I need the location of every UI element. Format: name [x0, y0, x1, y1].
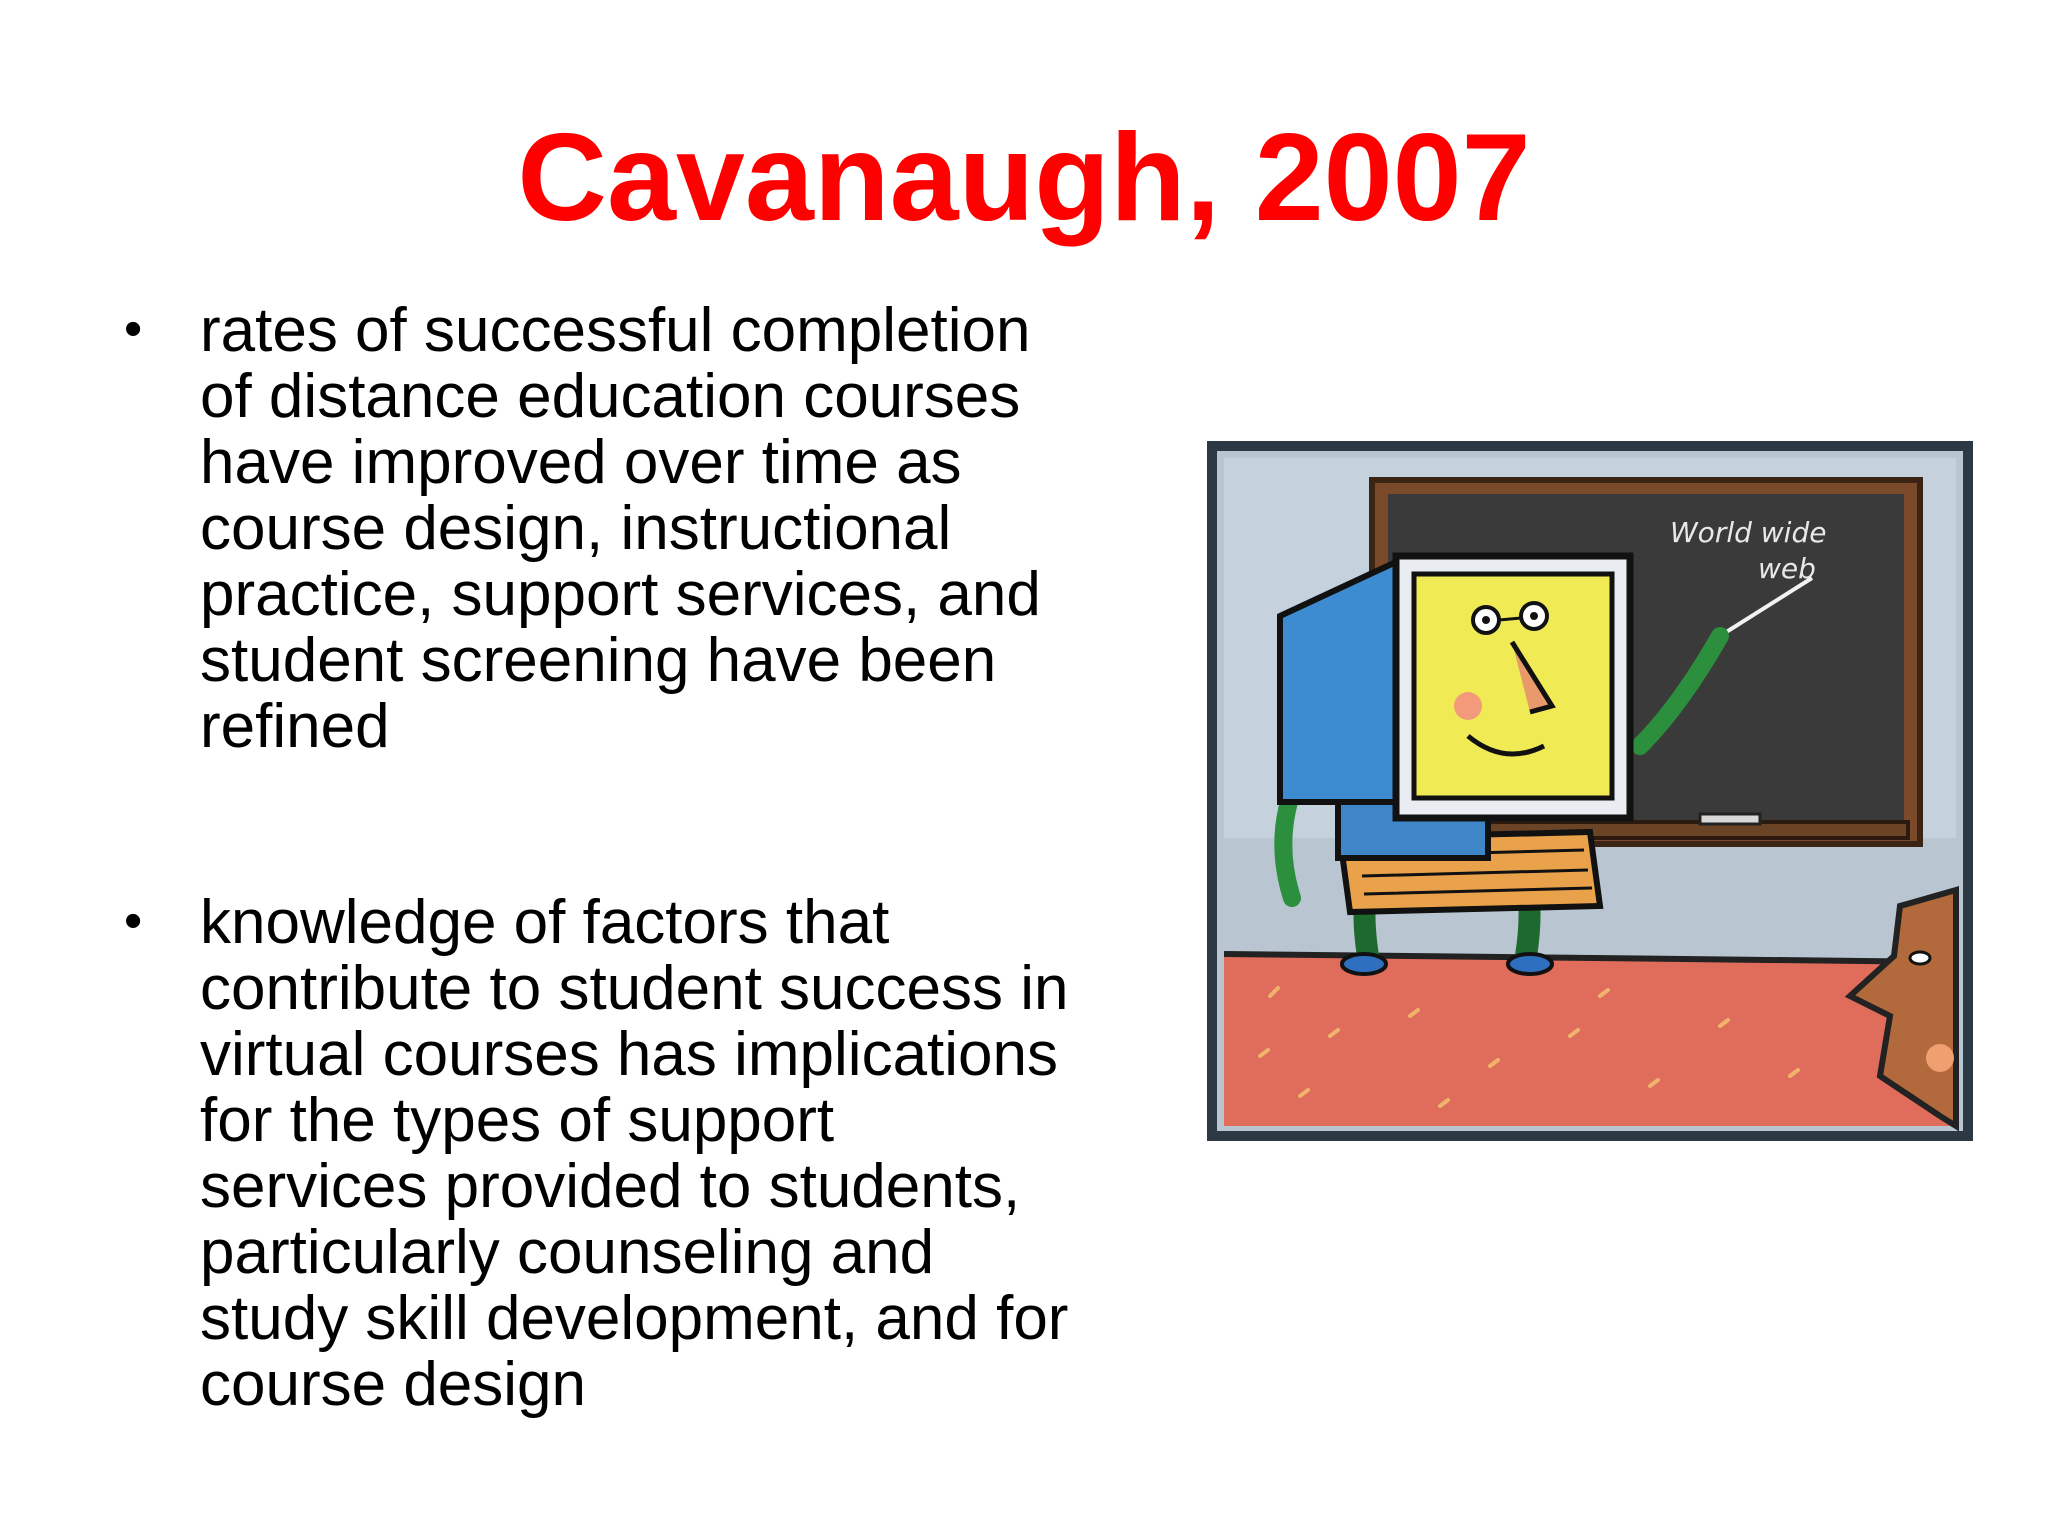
bullet-dot-icon: •	[124, 300, 143, 358]
bullet-text: rates of successful completion of distance education courses have improved over time as course design, instructional practice, support services, and student screening have been refined	[200, 296, 1041, 761]
cheek	[1454, 692, 1482, 720]
bullet-list	[120, 298, 1180, 1418]
chalkboard-text: web	[1758, 552, 1816, 585]
slide-title: Cavanaugh, 2007	[517, 109, 1531, 247]
bullet-dot-icon: •	[124, 892, 143, 950]
chalkboard-text: World wide	[1670, 516, 1827, 549]
bullet-text: knowledge of factors that contribute to student success in virtual courses has implications for the types of support services provided to students, particularly counseling and study skill development, and for course design	[200, 888, 1069, 1419]
eraser	[1700, 814, 1760, 824]
floor	[1224, 954, 1956, 1126]
computer-teacher-illustration	[1200, 436, 1980, 1148]
bullet-item	[120, 890, 1180, 1418]
bullet-item	[120, 298, 1180, 760]
monitor-screen	[1414, 574, 1612, 798]
